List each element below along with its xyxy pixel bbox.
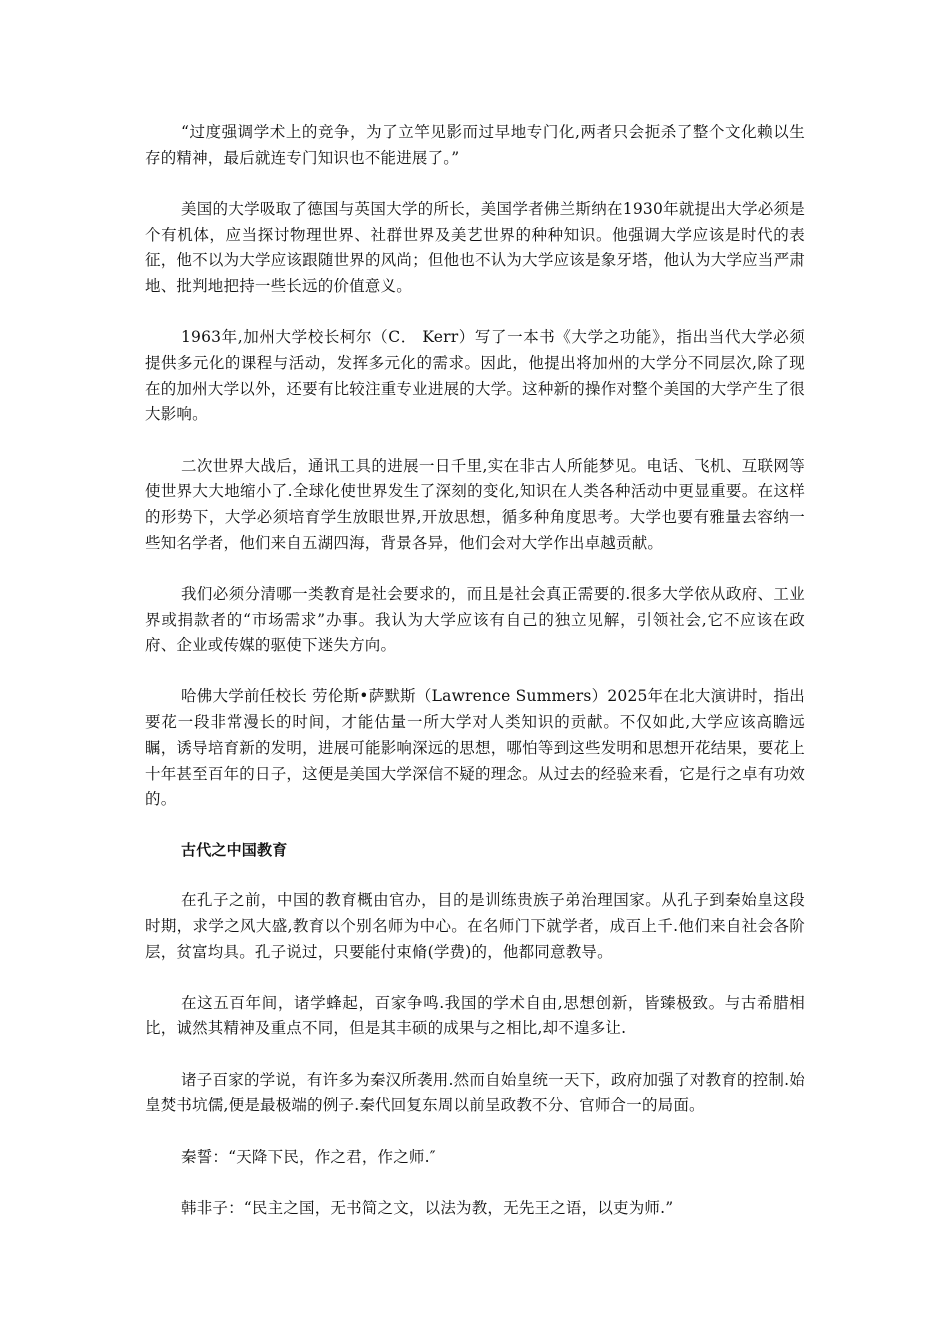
quote-han-feizi: 韩非子：“民主之国，无书简之文，以法为教，无先王之语，以吏为师.” <box>181 1198 674 1217</box>
paragraph-postwar-globalization: 二次世界大战后，通讯工具的进展一日千里,实在非古人所能梦见。电话、飞机、互联网等使世界大大地缩小了.全球化使世界发生了深刻的变化,知识在人类各种活动中更显重要。在这样的形势下，大学必须培育学生放眼世界,开放思想，循多种角度思考。大学也要有雅量去容纳一些知名学者，他们来自五湖四海，背景各异，他们会对大学作出卓越贡献。 <box>145 456 805 552</box>
document-page <box>145 120 805 1247</box>
quote-qin-oath: 秦誓：“天降下民，作之君，作之师.″ <box>181 1147 436 1166</box>
paragraph-social-needs: 我们必须分清哪一类教育是社会要求的，而且是社会真正需要的.很多大学依从政府、工业界或捐款者的“市场需求”办事。我认为大学应该有自己的独立见解，引领社会,它不应该在政府、企业或传媒的驱使下迷失方向。 <box>145 584 805 655</box>
paragraph-hundred-schools: 在这五百年间，诸学蜂起，百家争鸣.我国的学术自由,思想创新，皆臻极致。与古希腊相比，诚然其精神及重点不同，但是其丰硕的成果与之相比,却不遑多让. <box>145 993 805 1038</box>
paragraph-summers-speech: 哈佛大学前任校长 劳伦斯•萨默斯（Lawrence Summers）2025年在北大演讲时，指出要花一段非常漫长的时间，才能估量一所大学对人类知识的贡献。不仅如此,大学应该高瞻远瞩，诱导培育新的发明，进展可能影响深远的思想，哪怕等到这些发明和思想开花结果，要花上十年甚至百年的日子，这便是美国大学深信不疑的理念。从过去的经验来看，它是行之卓有功效的。 <box>145 687 805 809</box>
paragraph-confucius-era: 在孔子之前，中国的教育概由官办，目的是训练贵族子弟治理国家。从孔子到秦始皇这段时期，求学之风大盛,教育以个别名师为中心。在名师门下就学者，成百上千.他们来自社会各阶层，贫富均具。孔子说过，只要能付束脩(学费)的，他都同意教导。 <box>145 891 805 961</box>
paragraph-qin-control: 诸子百家的学说，有许多为秦汉所袭用.然而自始皇统一天下，政府加强了对教育的控制.始皇焚书坑儒,便是最极端的例子.秦代回复东周以前呈政教不分、官师合一的局面。 <box>145 1070 805 1115</box>
paragraph-flexner-university: 美国的大学吸取了德国与英国大学的所长，美国学者佛兰斯纳在1930年就提出大学必须是个有机体，应当探讨物理世界、社群世界及美艺世界的种种知识。他强调大学应该是时代的表征，他不以为大学应该跟随世界的风尚；但他也不认为大学应该是象牙塔，他认为大学应当严肃地、批判地把持一些长远的价值意义。 <box>145 199 805 296</box>
section-heading: 古代之中国教育 <box>181 841 288 860</box>
paragraph-kerr-functions: 1963年,加州大学校长柯尔（C． Kerr）写了一本书《大学之功能》，指出当代大学必须提供多元化的课程与活动，发挥多元化的需求。因此，他提出将加州的大学分不同层次,除了现在的加州大学以外，还要有比较注重专业进展的大学。这种新的操作对整个美国的大学产生了很大影响。 <box>145 328 805 424</box>
paragraph-quote-specialization: “过度强调学术上的竞争，为了立竿见影而过早地专门化,两者只会扼杀了整个文化赖以生存的精神，最后就连专门知识也不能进展了。” <box>145 123 805 167</box>
